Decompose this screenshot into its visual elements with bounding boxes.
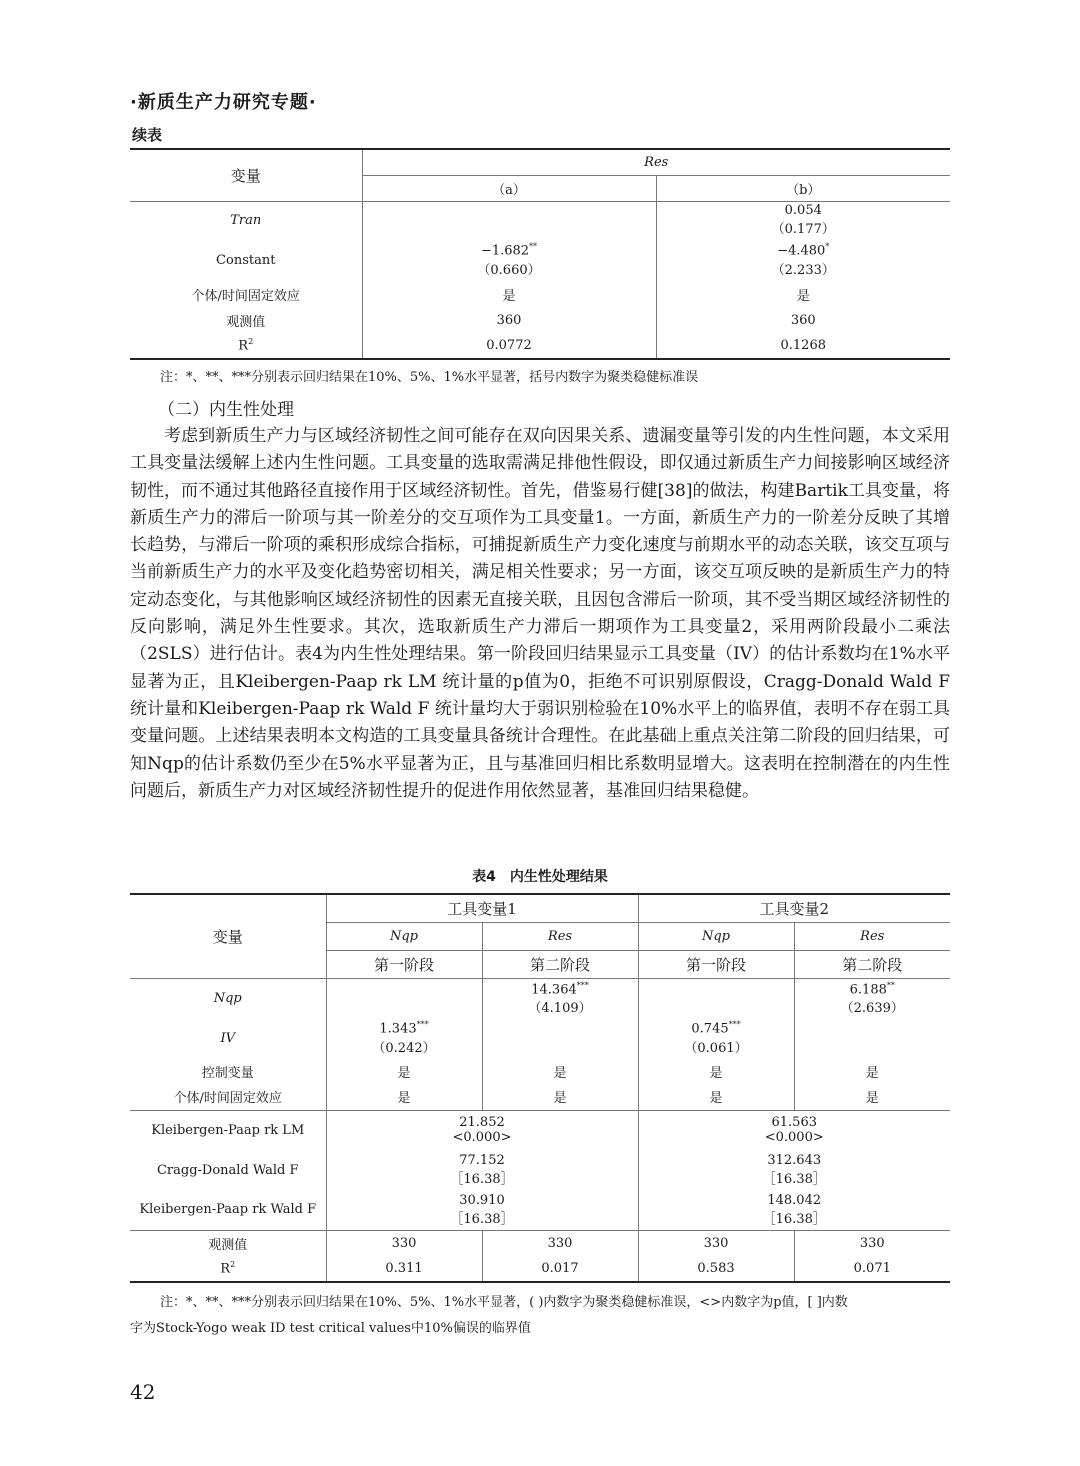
cell: 30.910 ［16.38］ bbox=[326, 1190, 638, 1230]
group1-header: 工具变量1 bbox=[326, 894, 638, 922]
cell: 0.745*** （0.061） bbox=[638, 1018, 794, 1058]
cell bbox=[362, 239, 656, 281]
row-label: Kleibergen-Paap rk LM bbox=[151, 1122, 305, 1138]
coef: −1.682 bbox=[480, 243, 530, 259]
sig-stars: ** bbox=[529, 242, 538, 252]
cell: 330 bbox=[794, 1230, 950, 1256]
row-label: 观测值 bbox=[226, 314, 266, 330]
cell: 77.152 ［16.38］ bbox=[326, 1150, 638, 1190]
row-label: 观测值 bbox=[208, 1237, 248, 1253]
row-label: Constant bbox=[216, 252, 276, 268]
page-number: 42 bbox=[130, 1380, 156, 1404]
stage-header: 第一阶段 bbox=[638, 950, 794, 978]
dep-header: Nqp bbox=[326, 922, 482, 950]
dep-var-header: Res bbox=[362, 149, 950, 175]
cell: 148.042 ［16.38］ bbox=[638, 1190, 950, 1230]
col-a-header: （a） bbox=[362, 175, 656, 201]
row-label: Kleibergen-Paap rk Wald F bbox=[139, 1202, 317, 1218]
se: （0.177） bbox=[771, 222, 835, 238]
se: （0.660） bbox=[477, 262, 541, 278]
cell: 0.1268 bbox=[656, 333, 950, 359]
stage-header: 第二阶段 bbox=[482, 950, 638, 978]
cell: 360 bbox=[362, 307, 656, 333]
cell: 是 bbox=[362, 281, 656, 307]
dep-header: Res bbox=[794, 922, 950, 950]
table4-note-line2: 字为Stock-Yogo weak ID test critical values中10%偏误的临界值 bbox=[130, 1321, 531, 1336]
row-label: 个体/时间固定效应 bbox=[173, 1091, 282, 1107]
cell: 是 bbox=[482, 1084, 638, 1110]
cell: 是 bbox=[656, 281, 950, 307]
row-label: 控制变量 bbox=[201, 1065, 254, 1081]
cell: 是 bbox=[638, 1084, 794, 1110]
cell: 是 bbox=[326, 1084, 482, 1110]
coef: −4.480 bbox=[777, 243, 826, 259]
cell bbox=[362, 201, 656, 239]
row-label: Cragg-Donald Wald F bbox=[156, 1162, 299, 1178]
cell: 330 bbox=[482, 1230, 638, 1256]
continued-table bbox=[130, 148, 950, 360]
cell bbox=[656, 201, 950, 239]
cell bbox=[326, 978, 482, 1018]
table4-title: 表4 内生性处理结果 bbox=[472, 869, 608, 885]
cell: 61.563 <0.000> bbox=[638, 1110, 950, 1150]
table4 bbox=[130, 893, 950, 1283]
cell: 是 bbox=[638, 1058, 794, 1084]
cell: 0.311 bbox=[326, 1256, 482, 1282]
cell bbox=[656, 239, 950, 281]
cell: 是 bbox=[482, 1058, 638, 1084]
cell bbox=[794, 1018, 950, 1058]
se: （2.233） bbox=[771, 262, 835, 278]
cell: 312.643 ［16.38］ bbox=[638, 1150, 950, 1190]
page-header: ·新质生产力研究专题· bbox=[130, 92, 317, 113]
continued-table-label: 续表 bbox=[132, 126, 163, 144]
cell bbox=[638, 978, 794, 1018]
row-label: 个体/时间固定效应 bbox=[191, 288, 300, 304]
var-header: 变量 bbox=[212, 927, 243, 946]
row-label: Nqp bbox=[213, 990, 242, 1006]
cell: 360 bbox=[656, 307, 950, 333]
cell: 6.188** （2.639） bbox=[794, 978, 950, 1018]
body-paragraph: 考虑到新质生产力与区域经济韧性之间可能存在双向因果关系、遗漏变量等引发的内生性问题，本文采用工具变量法缓解上述内生性问题。工具变量的选取需满足排他性假设，即仅通过新质生产力间接影响区域经济韧性，而不通过其他路径直接作用于区域经济韧性。首先，借鉴易行健[38]的做法，构建Bartik工具变量，将新质生产力的滞后一阶项与其一阶差分的交互项作为工具变量1。一方面，新质生产力的一阶差分反映了其增长趋势，与滞后一阶项的乘积形成综合指标，可捕捉新质生产力变化速度与前期水平的动态关联，该交互项与当前新质生产力的水平及变化趋势密切相关，满足相关性要求；另一方面，该交互项反映的是新质生产力的特定动态变化，与其他影响区域经济韧性的因素无直接关联，且因包含滞后一阶项，其不受当期区域经济韧性的反向影响，满足外生性要求。其次，选取新质生产力滞后一期项作为工具变量2，采用两阶段最小二乘法（2SLS）进行估计。表4为内生性处理结果。第一阶段回归结果显示工具变量（IV）的估计系数均在1%水平显著为正，且Kleibergen-Paap rk LM 统计量的p值为0，拒绝不可识别原假设，Cragg-Donald Wald F 统计量和Kleibergen-Paap rk Wald F 统计量均大于弱识别检验在10%水平上的临界值，表明不存在弱工具变量问题。上述结果表明本文构造的工具变量具备统计合理性。在此基础上重点关注第二阶段的回归结果，可知Nqp的估计系数仍至少在5%水平显著为正，且与基准回归相比系数明显增大。这表明在控制潜在的内生性问题后，新质生产力对区域经济韧性提升的促进作用依然显著，基准回归结果稳健。 bbox=[130, 426, 950, 801]
row-label: Tran bbox=[230, 212, 262, 228]
group2-header: 工具变量2 bbox=[638, 894, 950, 922]
cell: 0.071 bbox=[794, 1256, 950, 1282]
table-note: 注：*、**、***分别表示回归结果在10%、5%、1%水平显著，括号内数字为聚类稳健标准误 bbox=[160, 370, 699, 385]
cell: 是 bbox=[794, 1058, 950, 1084]
cell: 330 bbox=[326, 1230, 482, 1256]
cell: 0.017 bbox=[482, 1256, 638, 1282]
dep-header: Nqp bbox=[638, 922, 794, 950]
cell: 1.343*** （0.242） bbox=[326, 1018, 482, 1058]
stage-header: 第二阶段 bbox=[794, 950, 950, 978]
cell: 14.364*** （4.109） bbox=[482, 978, 638, 1018]
cell: 0.583 bbox=[638, 1256, 794, 1282]
section-title: （二）内生性处理 bbox=[158, 400, 294, 420]
cell bbox=[482, 1018, 638, 1058]
sig-stars: * bbox=[825, 242, 830, 252]
cell: 是 bbox=[326, 1058, 482, 1084]
coef: 0.054 bbox=[784, 203, 822, 219]
cell: 330 bbox=[638, 1230, 794, 1256]
cell: 21.852 <0.000> bbox=[326, 1110, 638, 1150]
stage-header: 第一阶段 bbox=[326, 950, 482, 978]
row-label: IV bbox=[220, 1030, 236, 1046]
cell: 是 bbox=[794, 1084, 950, 1110]
dep-header: Res bbox=[482, 922, 638, 950]
cell: 0.0772 bbox=[362, 333, 656, 359]
col-b-header: （b） bbox=[656, 175, 950, 201]
table4-note-line1: 注：*、**、***分别表示回归结果在10%、5%、1%水平显著，( )内数字为聚类稳健标准误，<>内数字为p值，[ ]内数 bbox=[160, 1295, 848, 1310]
row-label: $R^2$ bbox=[238, 337, 254, 354]
row-label: $R^2$ bbox=[220, 1260, 236, 1277]
var-header: 变量 bbox=[230, 166, 261, 185]
